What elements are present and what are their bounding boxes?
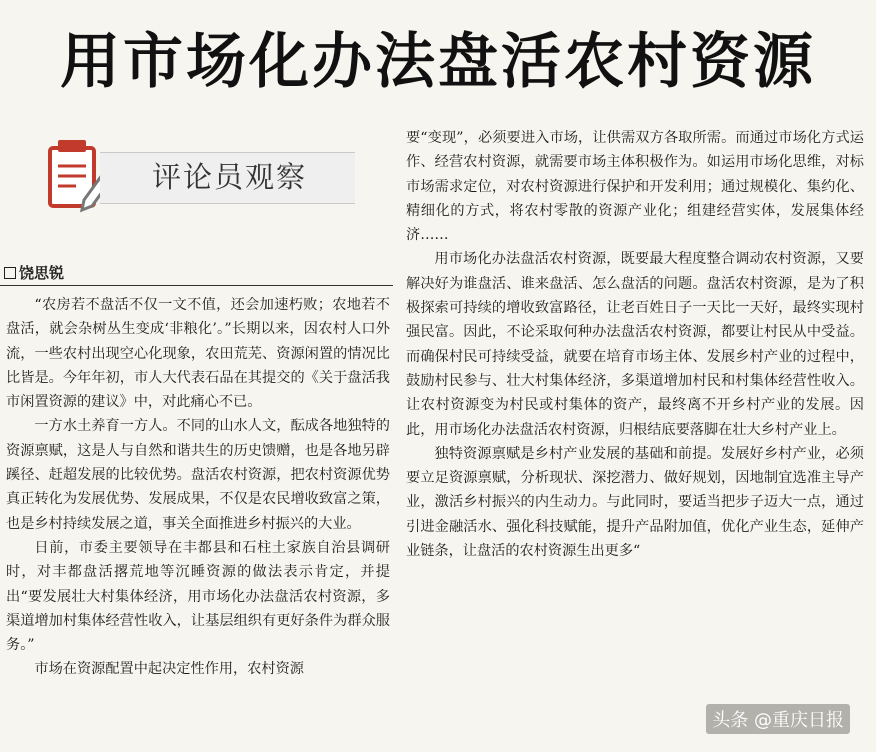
paragraph: 日前，市委主要领导在丰都县和石柱土家族自治县调研时，对丰都盘活撂荒地等沉睡资源的做法表示肯定，并提出“要发展壮大村集体经济，用市场化办法盘活农村资源，多渠道增加村集体经营性收入，让基层组织有更好条件为群众服务。” [6, 539, 390, 654]
article-column-2 [406, 126, 864, 563]
divider [0, 285, 393, 286]
author-name: 饶思锐 [19, 264, 65, 282]
headline: 用市场化办法盘活农村资源 [60, 27, 816, 97]
paragraph: 一方水土养育一方人。不同的山水人文，酝成各地独特的资源禀赋，这是人与自然和谐共生的历史馈赠，也是各地另辟蹊径、赶超发展的比较优势。盘活农村资源，把农村资源优势真正转化为发展优势、发展成果，不仅是农民增收致富之策，也是乡村持续发展之道，事关全面推进乡村振兴的大业。 [6, 418, 390, 532]
paragraph: 用市场化办法盘活农村资源，既要最大程度整合调动农村资源，又要解决好为谁盘活、谁来盘活、怎么盘活的问题。盘活农村资源，是为了积极探索可持续的增收致富路径，让老百姓日子一天比一天好，最终实现村强民富。因此，不论采取何种办法盘活农村资源，都要让村民从中受益。而确保村民可持续受益，就要在培育市场主体、发展乡村产业的过程中，鼓励村民参与、壮大村集体经济，多渠道增加村民和村集体经营性收入。让农村资源变为村民或村集体的资产，最终离不开乡村产业的发展。因此，用市场化办法盘活农村资源，归根结底要落脚在壮大乡村产业上。 [406, 251, 864, 438]
column-banner [40, 128, 340, 228]
byline [4, 262, 64, 283]
byline-mark [4, 267, 16, 279]
watermark: 头条 @重庆日报 [706, 704, 850, 734]
paragraph: 独特资源禀赋是乡村产业发展的基础和前提。发展好乡村产业，必须要立足资源禀赋，分析现状、深挖潜力、做好规划，因地制宜选准主导产业，激活乡村振兴的内生动力。与此同时，要适当把步子迈大一点，通过引进金融活水、强化科技赋能，提升产品附加值，优化产业生态，延伸产业链条，让盘活的农村资源生出更多“ [406, 445, 864, 560]
paragraph: “农房若不盘活不仅一文不值，还会加速朽败；农地若不盘活，就会杂树丛生变成‘非粮化’。”长期以来，因农村人口外流，一些农村出现空心化现象，农田荒芜、资源闲置的情况比比皆是。今年年初，市人大代表石品在其提交的《关于盘活我市闲置资源的建议》中，对此痛心不已。 [6, 297, 390, 411]
article-column-1 [6, 293, 390, 682]
paragraph: 市场在资源配置中起决定性作用，农村资源 [34, 661, 304, 678]
paragraph: 要“变现”，必须要进入市场，让供需双方各取所需。而通过市场化方式运作、经营农村资源，就需要市场主体积极作为。如运用市场化思维，对标市场需求定位，对农村资源进行保护和开发利用；通过规模化、集约化、精细化的方式，将农村零散的资源产业化；组建经营实体，发展集体经济…… [406, 130, 864, 244]
column-title: 评论员观察 [152, 160, 308, 194]
